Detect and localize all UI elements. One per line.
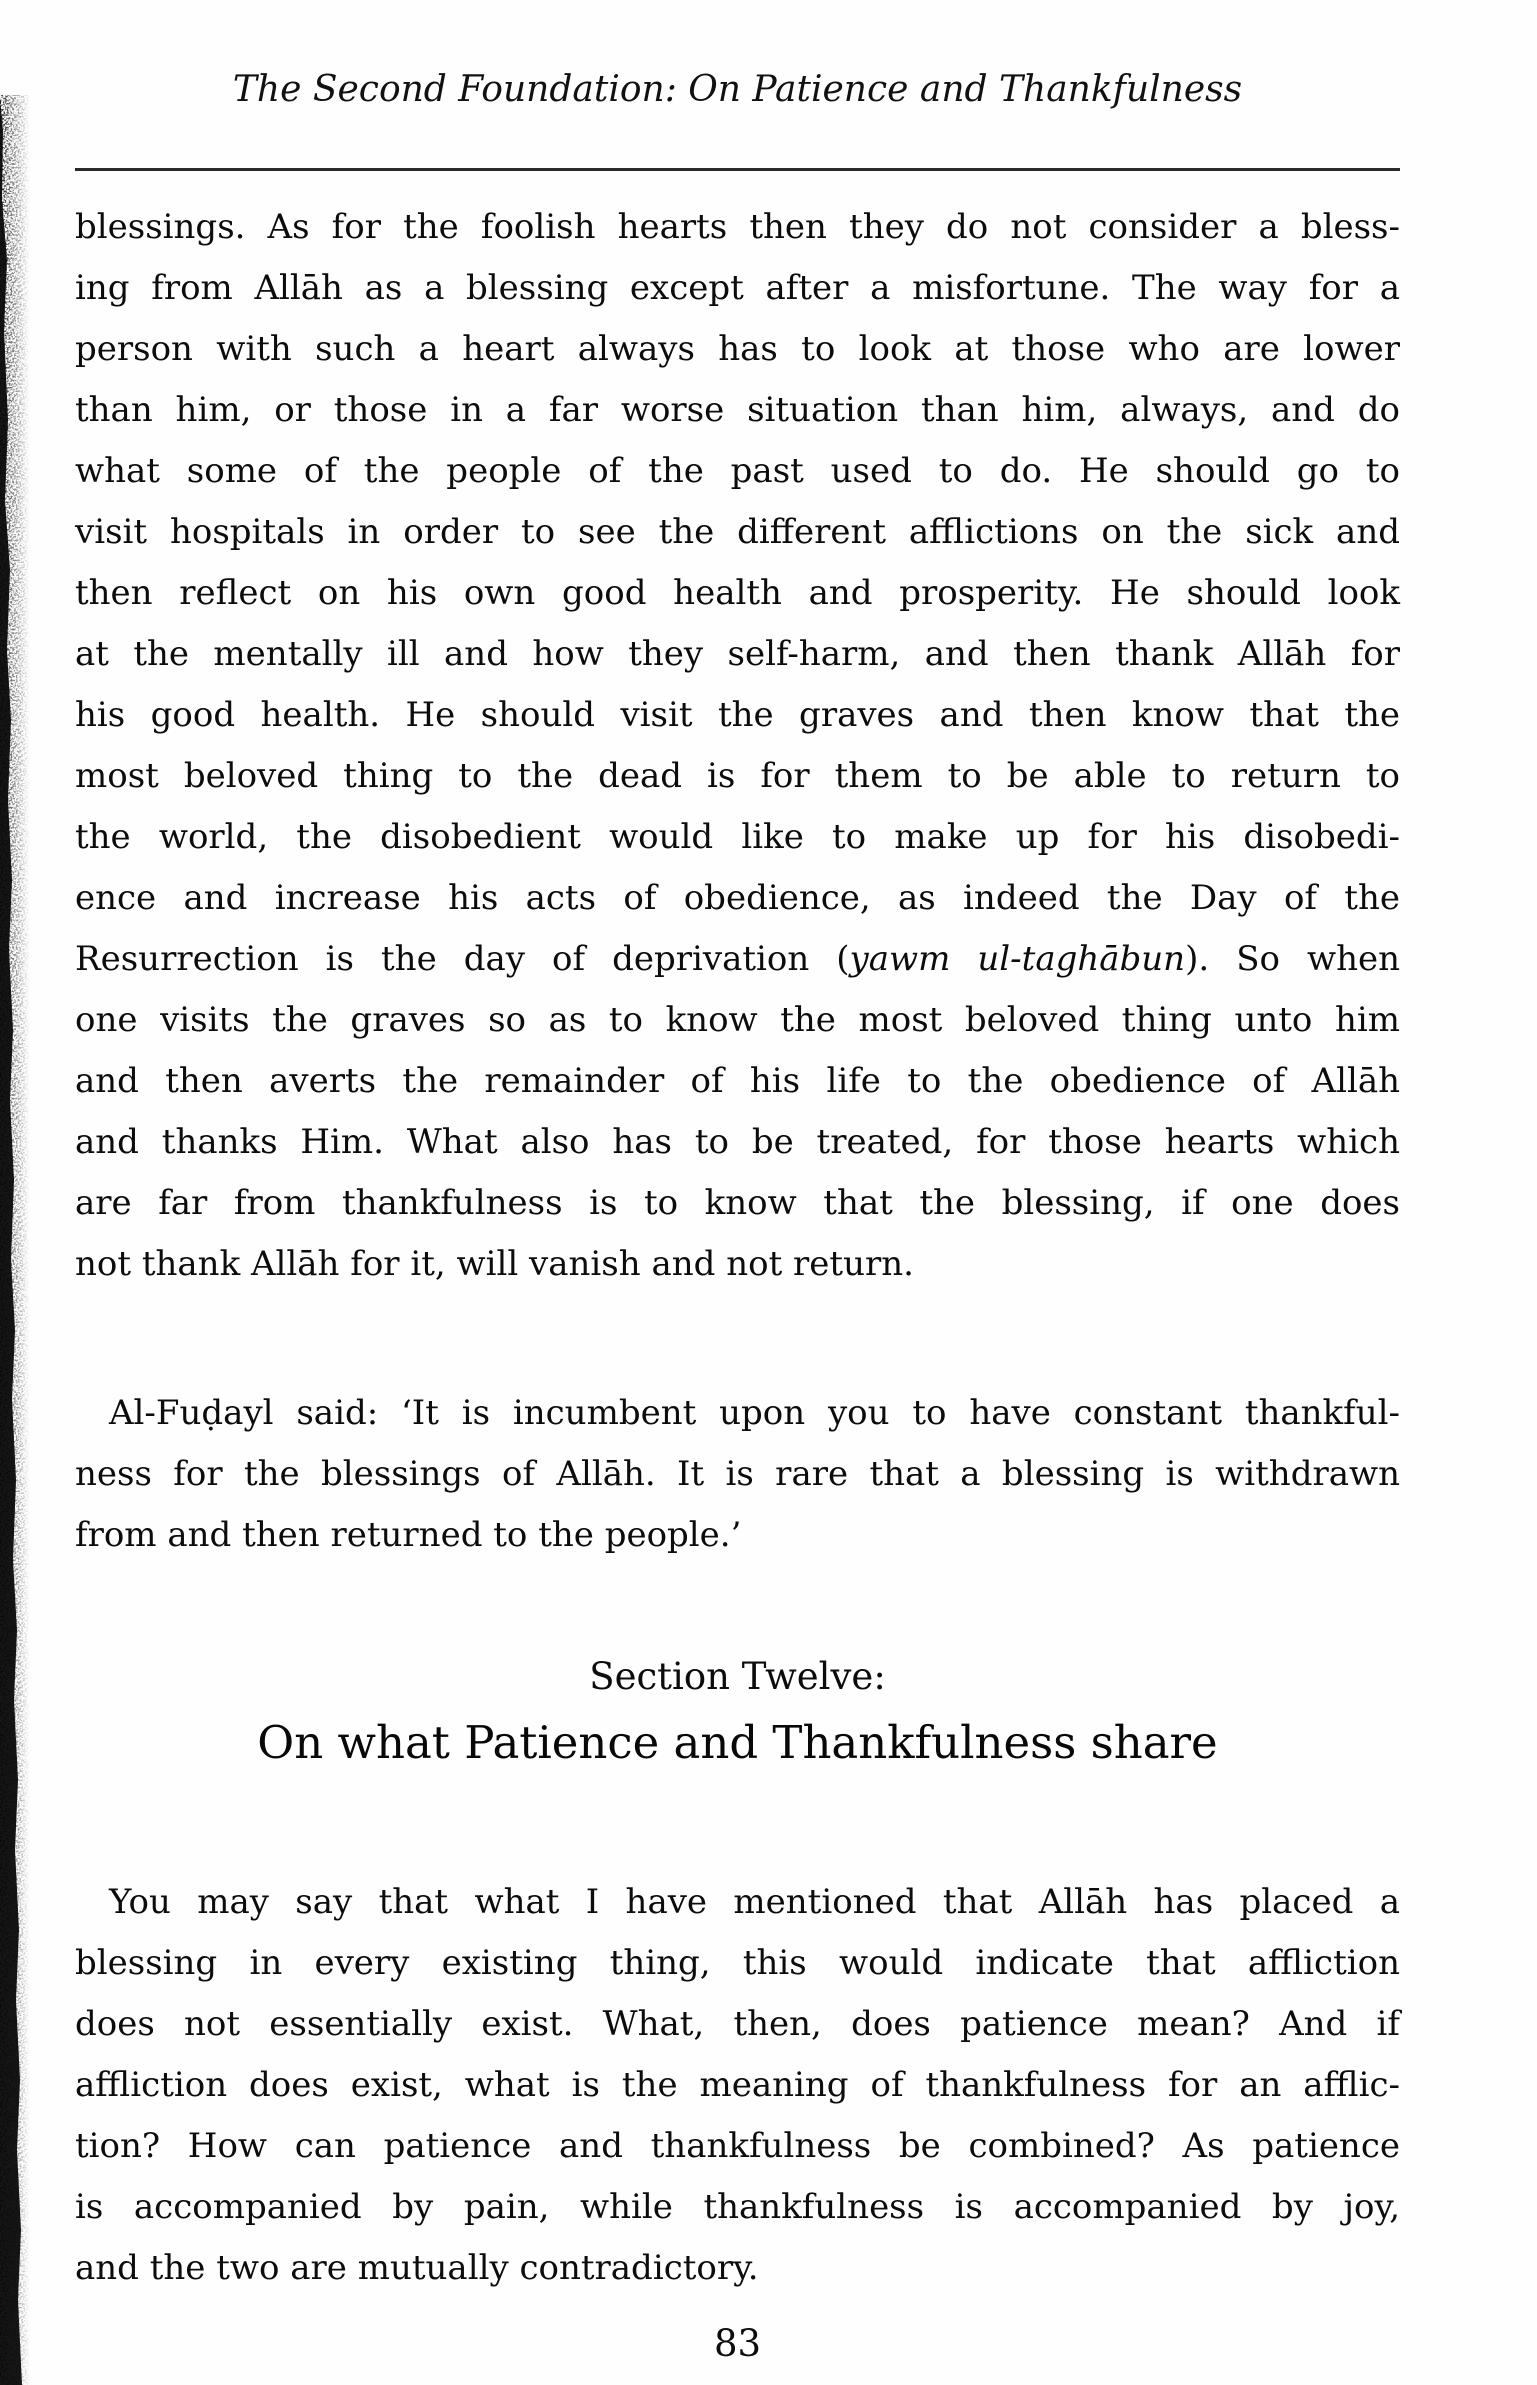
text-segment: You may say that what I have mentioned that Allāh has placed a [109,1882,1400,1922]
text-segment: the world, the disobedient would like to make up for his disobedi- [75,817,1400,857]
text-segment: ence and increase his acts of obedience, as indeed the Day of the [75,878,1400,918]
text-segment: one visits the graves so as to know the most beloved thing unto him [75,1000,1400,1040]
text-segment: what some of the people of the past used to do. He should go to [75,451,1400,491]
text-segment: most beloved thing to the dead is for them to be able to return to [75,756,1400,796]
text-segment: affliction does exist, what is the meaning of thankfulness for an afflic- [75,2065,1400,2105]
text-segment: not thank Allāh for it, will vanish and not return. [75,1244,914,1284]
text-line [75,1505,1400,1566]
text-segment: ). So when [1185,939,1401,979]
text-segment: Resurrection is the day of deprivation ( [75,939,850,979]
text-line [75,319,1400,380]
section-kicker: Section Twelve: [589,1655,886,1698]
text-line [75,624,1400,685]
text-line [75,502,1400,563]
text-segment: are far from thankfulness is to know that the blessing, if one does [75,1183,1400,1223]
text-line [75,990,1400,1051]
section-title: On what Patience and Thankfulness share [257,1716,1218,1769]
text-segment: then reflect on his own good health and prosperity. He should look [75,573,1400,613]
text-segment: blessing in every existing thing, this would indicate that affliction [75,1943,1400,1983]
text-line [75,1872,1400,1933]
text-line [75,2238,1400,2299]
text-line [75,929,1400,990]
page-number: 83 [713,2322,762,2365]
scan-gutter-shadow [0,0,34,2385]
text-line [75,1444,1400,1505]
text-segment: tion? How can patience and thankfulness be combined? As patience [75,2126,1400,2166]
text-line [75,2116,1400,2177]
text-line [75,2177,1400,2238]
text-line [75,441,1400,502]
text-line [75,1234,1400,1295]
text-line [75,2055,1400,2116]
text-line [75,1112,1400,1173]
text-segment: ness for the blessings of Allāh. It is rare that a blessing is withdrawn [75,1454,1400,1494]
text-line [75,1933,1400,1994]
running-header: The Second Foundation: On Patience and Thankfulness [232,69,1243,110]
page-content [75,66,1400,2299]
text-line [75,868,1400,929]
paragraph-blessings [75,197,1400,1295]
text-line [75,1051,1400,1112]
text-line [75,1994,1400,2055]
text-line [75,746,1400,807]
text-line [75,197,1400,258]
paragraph-fudayl-quote [75,1383,1400,1566]
header-rule [75,168,1400,171]
text-segment: his good health. He should visit the graves and then know that the [75,695,1400,735]
text-segment: at the mentally ill and how they self-harm, and then thank Allāh for [75,634,1400,674]
text-segment: is accompanied by pain, while thankfulness is accompanied by joy, [75,2187,1400,2227]
text-line [75,807,1400,868]
transliteration-term: yawm ul-taghābun [849,939,1186,979]
text-line [75,685,1400,746]
text-line [75,563,1400,624]
text-segment: blessings. As for the foolish hearts then they do not consider a bless- [75,207,1400,247]
text-line [75,380,1400,441]
text-segment: person with such a heart always has to look at those who are lower [75,329,1400,369]
text-segment: visit hospitals in order to see the different afflictions on the sick and [75,512,1400,552]
text-segment: than him, or those in a far worse situation than him, always, and do [75,390,1400,430]
text-segment: ing from Allāh as a blessing except after a misfortune. The way for a [75,268,1400,308]
text-segment: from and then returned to the people.’ [75,1515,742,1555]
text-segment: does not essentially exist. What, then, does patience mean? And if [75,2004,1400,2044]
text-segment: and the two are mutually contradictory. [75,2248,759,2288]
text-line [75,1173,1400,1234]
text-segment: and then averts the remainder of his life to the obedience of Allāh [75,1061,1400,1101]
section-heading [75,1648,1400,1780]
text-line [75,1383,1400,1444]
paragraph-patience-question [75,1872,1400,2299]
text-line [75,258,1400,319]
text-segment: and thanks Him. What also has to be treated, for those hearts which [75,1122,1400,1162]
text-segment: Al-Fuḍayl said: ‘It is incumbent upon you to have constant thankful- [109,1393,1400,1433]
